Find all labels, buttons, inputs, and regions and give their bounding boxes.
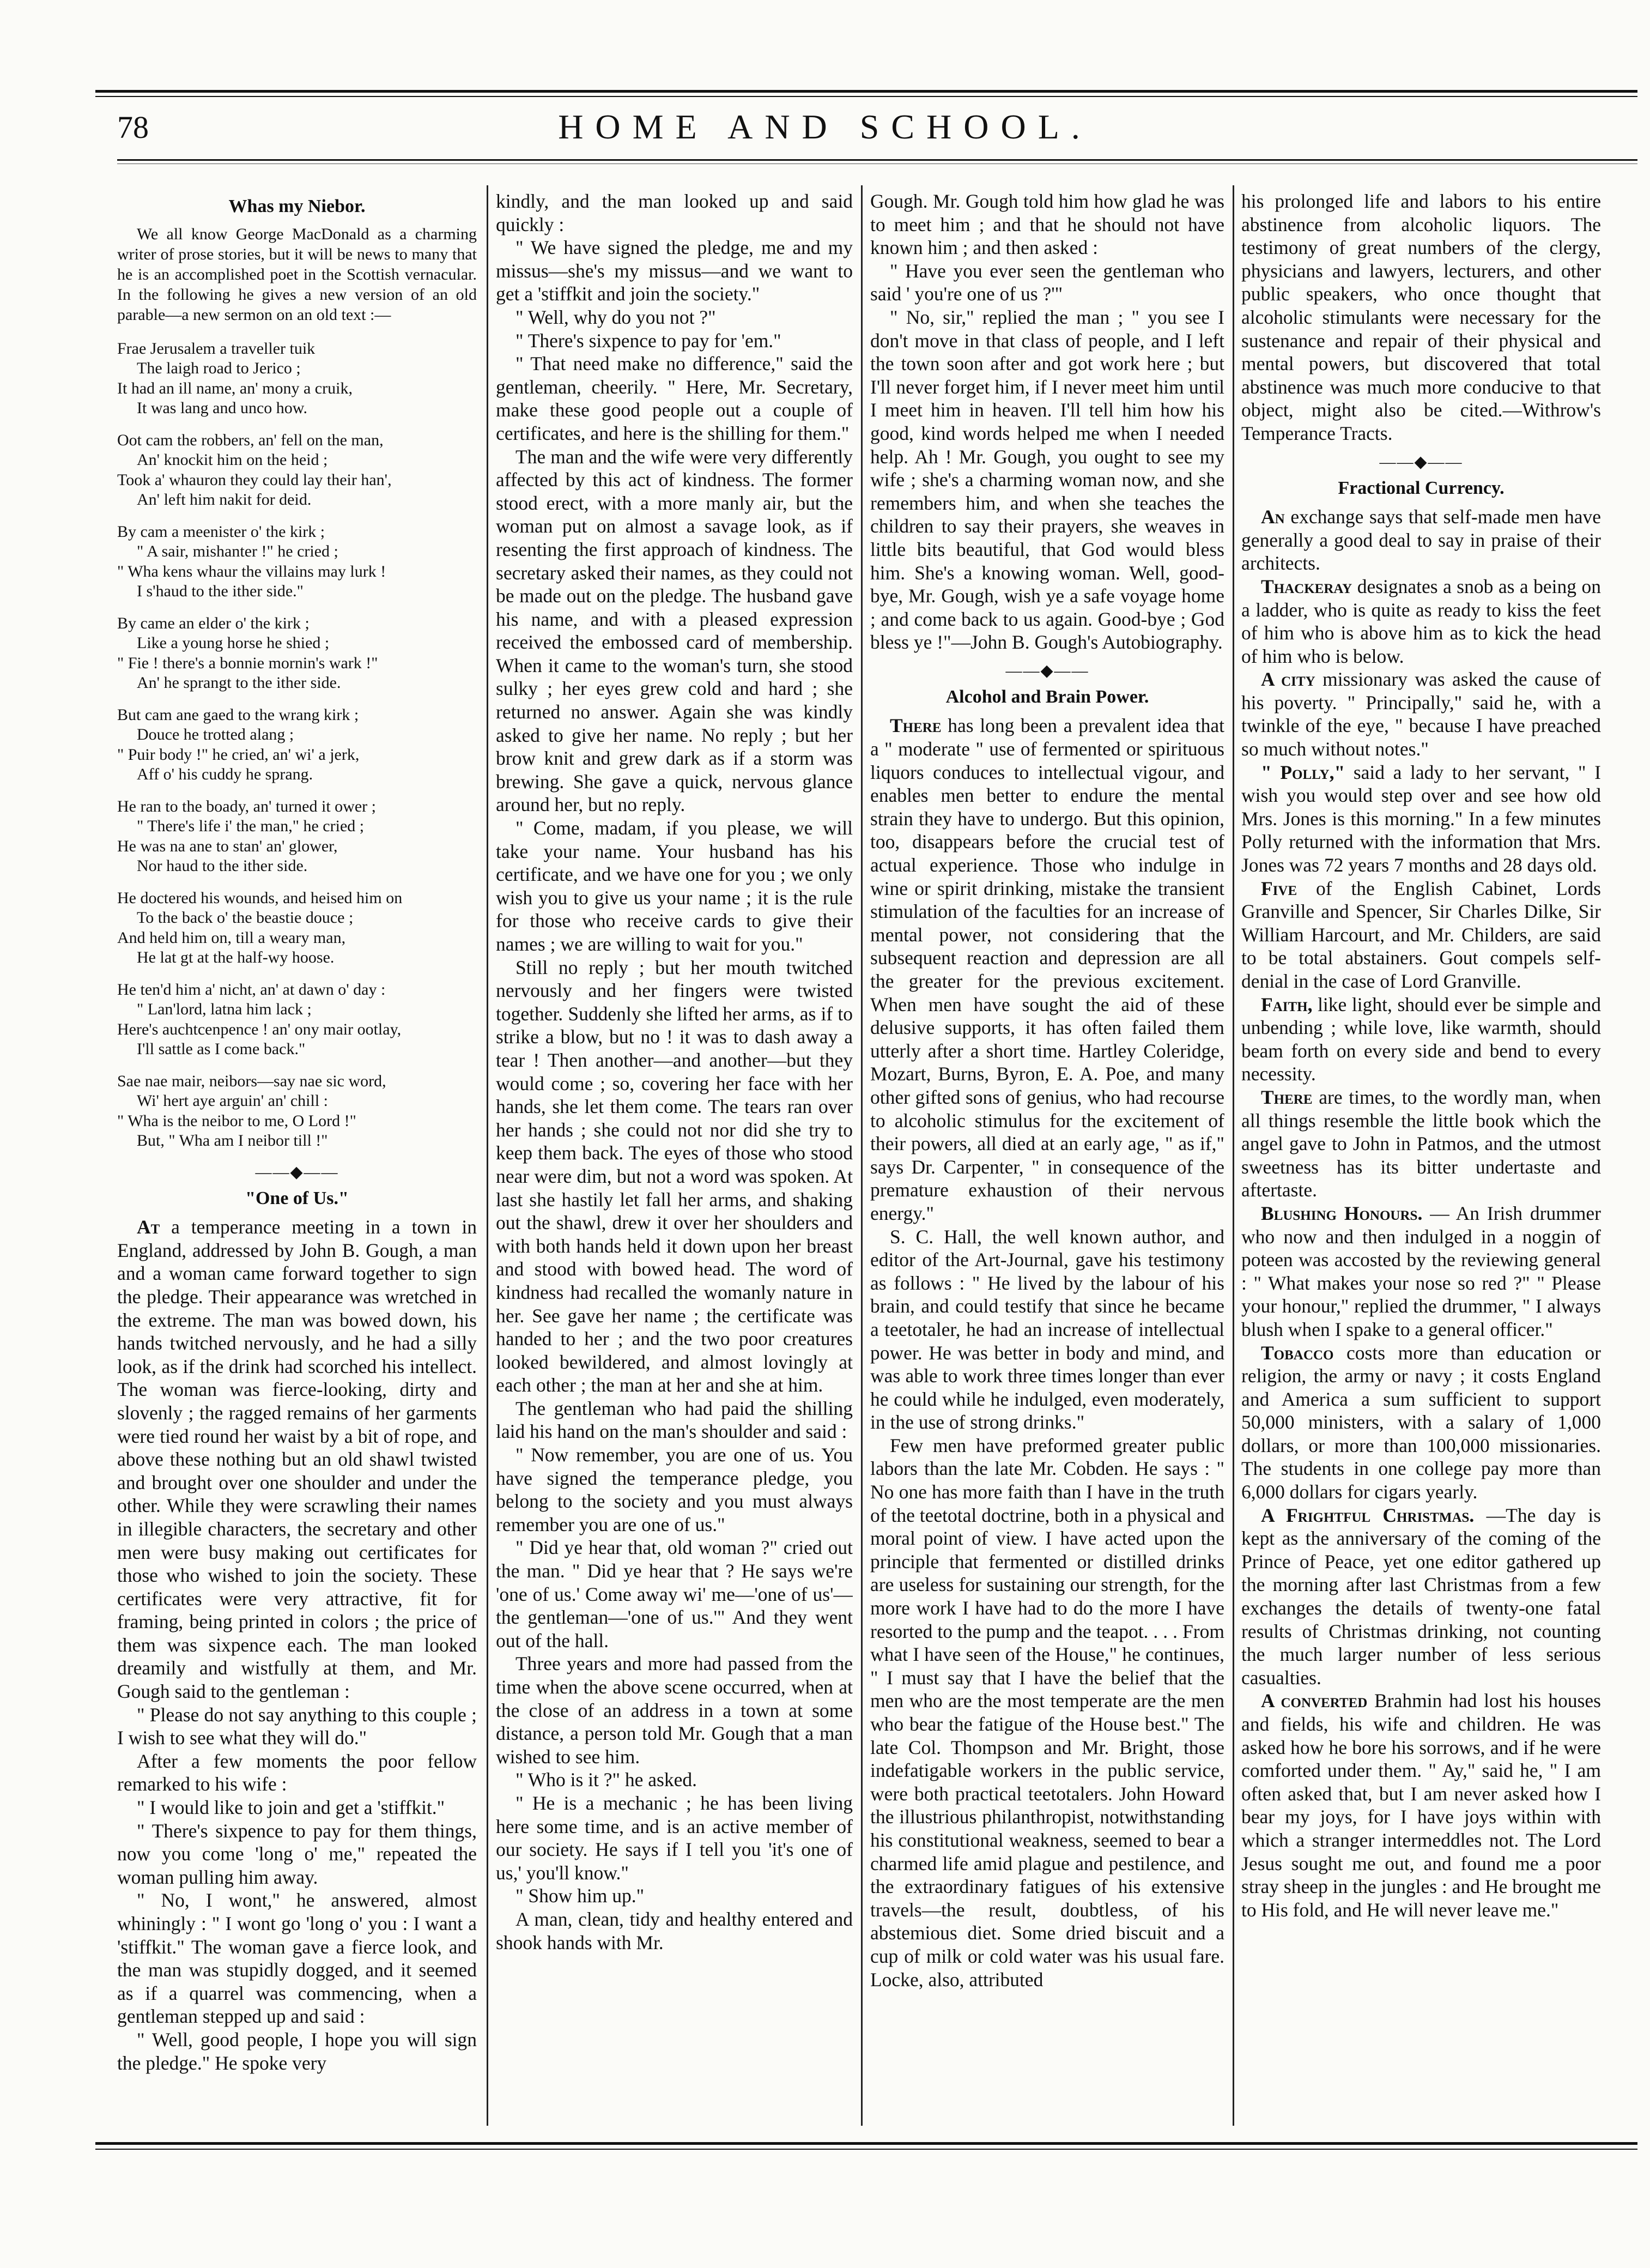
paragraph: " Have you ever seen the gentleman who said ' you're one of us ?'" <box>870 259 1224 305</box>
top-rule-thick <box>95 90 1637 93</box>
column-divider-1 <box>487 185 488 2126</box>
column-1 <box>117 190 477 2119</box>
paragraph: " That need make no difference," said the gentleman, cheerily. " Here, Mr. Secretary, make these good people out a couple of certificates, and here is the shilling for them." <box>496 353 853 444</box>
paragraph: Three years and more had passed from the time when the above scene occurred, when at the close of an address in a town at some distance, a person told Mr. Gough that a man wished to see him. <box>496 1653 853 1768</box>
news-item: There are times, to the wordly man, when all things resemble the little book which the angel gave to John in Patmos, and the utmost sweetness has its bitter undertaste and aftertaste. <box>1241 1086 1601 1201</box>
stanza: He ten'd him a' nicht, an' at dawn o' day : " Lan'lord, latna him lack ; Here's auchtcenpence ! an' ony mair ootlay, I'll sattle as I come back." <box>117 980 402 1059</box>
header-rule <box>117 159 1637 161</box>
paragraph: " Well, why do you not ?" <box>515 306 716 328</box>
paragraph: " I would like to join and get a 'stiffkit." <box>137 1797 445 1819</box>
news-item: Faith, like light, should ever be simple and unbending ; while love, like warmth, should beam forth on every side and bend to every necessity. <box>1241 993 1601 1085</box>
news-item: " Polly," said a lady to her servant, " I wish you would step over and see how old Mrs. Jones is this morning." In a few minutes Polly returned with the information that Mrs. Jones was 72 years 7 months and 28 days old. <box>1241 761 1601 876</box>
page-number: 78 <box>117 110 149 145</box>
paragraph: The gentleman who had paid the shilling laid his hand on the man's shoulder and said : <box>496 1397 853 1443</box>
paragraph: " Did ye hear that, old woman ?" cried out the man. " Did ye hear that ? He says we're 'one of us.' Come away wi' me—'one of us'—the gentleman—'one of us.'" And they went out of the hall. <box>496 1537 853 1652</box>
stanza: By cam a meenister o' the kirk ; " A sair, mishanter !" he cried ; " Wha kens whaur the villains may lurk ! I s'haud to the ither side." <box>117 522 386 601</box>
paragraph: S. C. Hall, the well known author, and editor of the Art-Journal, gave his testimony as follows : " He lived by the labour of his brain, and could testify that since he became a teetotaler, he had an increase of intellectual power. He was better in body and mind, and was able to work three times longer than ever he could while he indulged, even moderately, in the use of strong drinks." <box>870 1225 1224 1434</box>
stanza: Frae Jerusalem a traveller tuik The laigh road to Jerico ; It had an ill name, an' mony a cruik, It was lang and unco how. <box>117 339 353 418</box>
news-item: Thackeray designates a snob as a being on a ladder, who is quite as ready to kiss the feet of him who is above him as to kick the head of him who is below. <box>1241 575 1601 667</box>
paragraph: " Well, good people, I hope you will sign the pledge." He spoke very <box>117 2028 477 2074</box>
paragraph: " Come, madam, if you please, we will take your name. Your husband has his certificate, and we have one for you ; we only wish you to give us your name ; it is the rule for those who receive cards to give their names ; we are willing to wait for you." <box>496 817 853 955</box>
paragraph: Few men have preformed greater public labors than the late Mr. Cobden. He says : " No one has more faith than I have in the truth of the teetotal doctrine, both in a physical and moral point of view. I have acted upon the principle that fermented or distilled drinks are useless for sustaining our strength, for the more work I have had to do the more I have resorted to the pump and the teapot. . . . From what I have seen of the House," he continues, " I must say that I have the belief that the men who are the most temperate are the men who bear the fatigue of the House best." The late Col. Thompson and Mr. Bright, those indefatigable workers in the public service, were both practical teetotalers. John Howard the illustrious philanthropist, notwithstanding his constitutional weakness, seemed to bear a charmed life amid plague and pestilence, and the extraordinary fatigues of his extensive travels—the result, doubtless, of his abstemious diet. Some dried biscuit and a cup of milk or cold water was his usual fare. Locke, also, attributed <box>870 1434 1224 1991</box>
paragraph: " Show him up." <box>515 1885 645 1907</box>
bottom-rule-thin <box>95 2149 1637 2150</box>
paragraph: At a temperance meeting in a town in England, addressed by John B. Gough, a man and a woman came forward together to sign the pledge. Their appearance was wretched in the extreme. The man was bowed down, his hands twitched nervously, and he had a silly look, as if the drink had scorched his intellect. The woman was fierce-looking, dirty and slovenly ; the ragged remains of her garments were tied round her waist by a bit of rope, and above these nothing but an old shawl twisted and brought over one shoulder and under the other. While they were scrawling their names in illegible characters, the secretary and other men were busy making out certificates for those who wished to join the society. These certificates were very attractive, fit for framing, being printed in colors ; the price of them was sixpence each. The man looked dreamily and wistfully at them, and Mr. Gough said to the gentleman : <box>117 1216 477 1703</box>
paragraph: " There's sixpence to pay for them things, now you come 'long o' me," repeated the woman pulling him away. <box>117 1819 477 1888</box>
top-rule-thin <box>95 96 1637 97</box>
paragraph: The man and the wife were very differently affected by this act of kindness. The former stood erect, with a more manly air, but the woman put on almost a savage look, as if resenting the first approach of kindness. The secretary asked their names, as they could not be made out on the pledge. The husband gave his name, and with a pleased expression received the embossed card of membership. When it came to the woman's turn, she stood sulky ; her eyes grew cold and hard ; she returned no answer. Again she was kindly asked to give her name. No reply ; but her brow knit and grew dark as if a storm was brewing. She gave a quick, nervous glance around her, but no reply. <box>496 445 853 816</box>
paragraph: " Who is it ?" he asked. <box>515 1769 697 1791</box>
paragraph: " We have signed the pledge, me and my missus—she's my missus—and we want to get a 'stiffkit and join the society." <box>496 237 853 305</box>
stanza: He doctered his wounds, and heised him on To the back o' the beastie douce ; And held him on, till a weary man, He lat gt at the half-wy hoose. <box>117 888 403 967</box>
ornament-divider: ——◆—— <box>1379 452 1463 471</box>
article-title-fractional-currency: Fractional Currency. <box>1338 477 1505 498</box>
stanza: He ran to the boady, an' turned it ower ; " There's life i' the man," he cried ; He was na ane to stan' an' glower, Nor haud to the ither side. <box>117 797 376 875</box>
news-item: A city missionary was asked the cause of his poverty. " Principally," said he, with a twinkle of the eye, " because I have preached so much without notes." <box>1241 668 1601 760</box>
news-item: Blushing Honours. — An Irish drummer who now and then indulged in a noggin of poteen was accosted by the reviewing general : " What makes your nose so red ?" " Please your honour," replied the drummer, " I always blush when I spake to a general officer." <box>1241 1202 1601 1340</box>
paragraph: " He is a mechanic ; he has been living here some time, and is an active member of our society. He says if I tell you 'it's one of us,' you'll know." <box>496 1792 853 1884</box>
poem-intro: We all know George MacDonald as a charming writer of prose stories, but it will be news to many that he is an accomplished poet in the Scottish vernacular. In the following he gives a new version of an old parable—a new sermon on an old text :— <box>117 225 477 324</box>
news-item: An exchange says that self-made men have generally a good deal to say in praise of their architects. <box>1241 506 1601 574</box>
stanza: By came an elder o' the kirk ; Like a young horse he shied ; " Fie ! there's a bonnie mornin's wark !" An' he sprangt to the ither side. <box>117 614 378 692</box>
paragraph: " There's sixpence to pay for 'em." <box>515 329 781 352</box>
news-item: Tobacco costs more than education or religion, the army or navy ; it costs England and America a sum sufficient to support 50,000 ministers, with a salary of 1,000 dollars, or more than 100,000 missionaries. The students in one college pay more than 6,000 dollars for cigars yearly. <box>1241 1341 1601 1503</box>
column-3 <box>870 190 1224 2119</box>
paragraph: Still no reply ; but her mouth twitched nervously and her fingers were twisted together. Suddenly she lifted her arms, as if to strike a blow, but no ! it was to dash away a tear ! Then another—and another—but they would come ; so, covering her face with her hands, she let them come. The tears ran over her hands ; she could not nor did she try to keep them back. The eyes of those who stood near were dim, but not a word was spoken. At last she hastily let fall her arms, and shaking out the shawl, drew it over her shoulders and with both hands held it down upon her breast and stood with bowed head. The word of kindness had recalled the womanly nature in her. See gave her name ; the certificate was handed to her ; and the two poor creatures looked bewildered, and almost lovingly at each other ; the man at her and she at him. <box>496 956 853 1396</box>
column-2 <box>496 190 853 2119</box>
ornament-divider: ——◆—— <box>255 1163 339 1181</box>
column-divider-2 <box>861 185 863 2126</box>
paragraph: A man, clean, tidy and healthy entered and shook hands with Mr. <box>496 1908 853 1953</box>
stanza: But cam ane gaed to the wrang kirk ; Douce he trotted alang ; " Puir body !" he cried, an' wi' a jerk, Aff o' his cuddy he sprang. <box>117 705 360 784</box>
paragraph: kindly, and the man looked up and said quickly : <box>496 190 853 235</box>
article-title-one-of-us: "One of Us." <box>245 1188 349 1208</box>
stanza: Oot cam the robbers, an' fell on the man, An' knockit him on the heid ; Took a' whauron they could lay their han', An' left him nakit for deid. <box>117 431 392 509</box>
news-item: Five of the English Cabinet, Lords Granville and Spencer, Sir Charles Dilke, Sir William Harcourt, and Mr. Childers, are said to be total abstainers. Gout compels self-denial in the case of Lord Granville. <box>1241 877 1601 992</box>
paragraph: " Now remember, you are one of us. You have signed the temperance pledge, you belong to the society and you must always remember you are one of us." <box>496 1444 853 1535</box>
column-4 <box>1241 190 1601 2119</box>
paragraph: " No, sir," replied the man ; " you see I don't move in that class of people, and I left the town soon after and got work here ; but I'll never forget him, if I never meet him until I meet him in heaven. I'll tell him how his good, kind words helped me when I needed help. Ah ! Mr. Gough, you ought to see my wife ; she's a charming woman now, and she remembers him, and when she teaches the children to say their prayers, she weaves in little bits beautiful, that God would bless him. She's a knowing woman. Well, good-bye, Mr. Gough, wish ye a safe voyage home ; and come back to us again. Good-bye ; God bless ye !"—John B. Gough's Autobiography. <box>870 306 1224 654</box>
paragraph: " No, I wont," he answered, almost whiningly : " I wont go 'long o' you : I want a 'stiffkit." The woman gave a fierce look, and the man was stupidly dogged, and it seemed as if a quarrel was commencing, when a gentleman stepped up and said : <box>117 1889 477 2028</box>
poem <box>117 339 477 1151</box>
paragraph: " Please do not say anything to this couple ; I wish to see what they will do." <box>117 1703 477 1749</box>
paragraph: After a few moments the poor fellow remarked to his wife : <box>117 1750 477 1795</box>
paragraph: There has long been a prevalent idea that a " moderate " use of fermented or spirituous liquors conduces to intellectual vigour, and enables men better to endure the mental strain they have to undergo. But this opinion, too, disappears before the crucial test of actual experience. Those who indulge in wine or spirit drinking, mistake the transient stimulation of the faculties for an increase of mental power, not considering that the subsequent reaction and depression are all the greater for the previous excitement. When men have sought the aid of these delusive supports, it has often failed them utterly after a short time. Hartley Coleridge, Mozart, Burns, Byron, E. A. Poe, and many other gifted sons of genius, who had recourse to alcoholic stimulus for the excitement of their powers, all died at an early age, " as if," says Dr. Carpenter, " in consequence of the premature exhaustion of their nervous energy." <box>870 715 1224 1224</box>
news-item: A Frightful Christmas. —The day is kept as the anniversary of the coming of the Prince of Peace, yet one editor gathered up the morning after last Christmas from a few exchanges the details of twenty-one fatal results of Christmas drinking, not counting the much larger number of less serious casualties. <box>1241 1504 1601 1689</box>
bottom-rule-thick <box>95 2142 1637 2145</box>
column-divider-3 <box>1233 185 1234 2126</box>
paragraph: his prolonged life and labors to his entire abstinence from alcoholic liquors. The testimony of great numbers of the clergy, physicians and lawyers, lecturers, and other public speakers, who once thought that alcoholic stimulants were necessary for the sustenance and repair of their physical and mental powers, but discovered that total abstinence was much more conducive to that object, might also be cited.—Withrow's Temperance Tracts. <box>1241 190 1601 444</box>
stanza: Sae nae mair, neibors—say nae sic word, Wi' hert aye arguin' an' chill : " Wha is the neibor to me, O Lord !" But, " Wha am I neibor till !" <box>117 1072 386 1150</box>
paragraph: Gough. Mr. Gough told him how glad he was to meet him ; and that he should not have known him ; and then asked : <box>870 190 1224 259</box>
article-title-whas-my-niebor: Whas my Niebor. <box>228 196 366 216</box>
news-item: A converted Brahmin had lost his houses and fields, his wife and children. He was asked how he bore his sorrows, and if he were comforted under them. " Ay," said he, " I am often asked that, but I am never asked how I bear my joys, for I have joys within with which a stranger intermeddles not. The Lord Jesus sought me out, and found me a poor stray sheep in the jungles : and He brought me to His fold, and He will never leave me." <box>1241 1690 1601 1921</box>
article-title-alcohol-and-brain-power: Alcohol and Brain Power. <box>945 686 1149 707</box>
ornament-divider: ——◆—— <box>1005 661 1089 680</box>
masthead-title: HOME AND SCHOOL. <box>558 107 1092 146</box>
